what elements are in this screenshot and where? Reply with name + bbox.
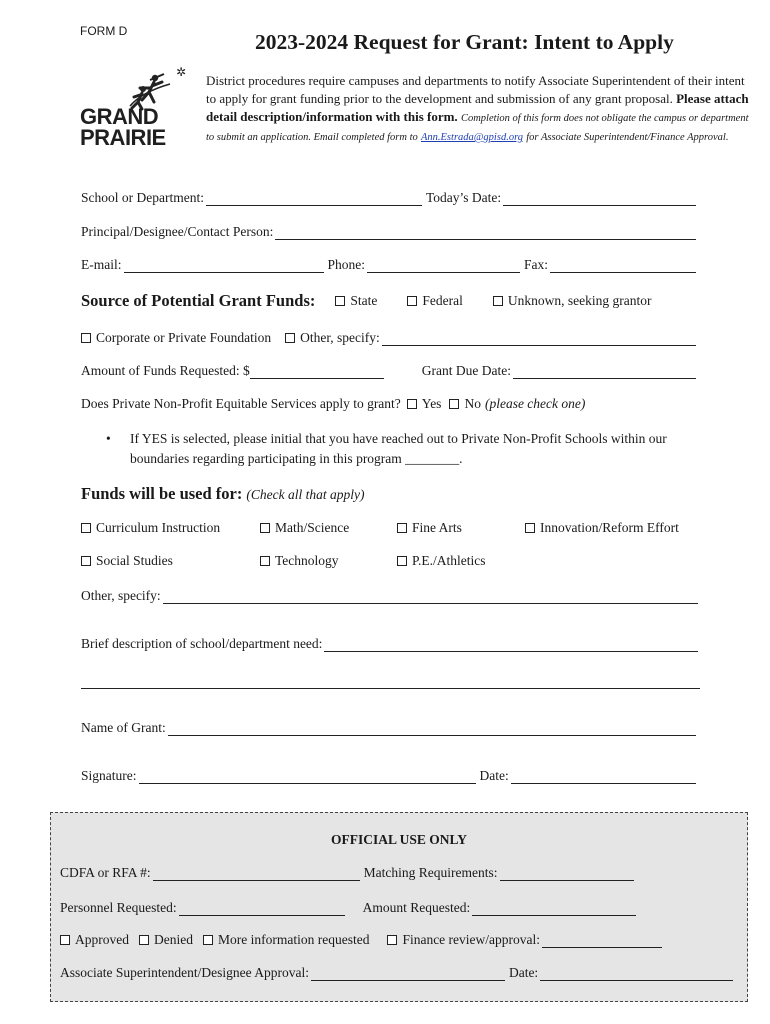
- cdfa-label: CDFA or RFA #:: [60, 865, 151, 880]
- intro-italic-note: Completion of this form does not obligate the campus or department to submit an application. Email completed form to: [206, 113, 749, 143]
- pnp-bullet-text: If YES is selected, please initial that you have reached out to Private Non-Profit Schools within our boundaries regarding participating in this program ________.: [130, 431, 667, 466]
- official-row-cdfa: [60, 865, 638, 881]
- use-technology-option[interactable]: [260, 553, 339, 569]
- pnp-question: Does Private Non-Profit Equitable Services apply to grant?: [81, 396, 401, 411]
- status-more-info-option[interactable]: [203, 932, 369, 948]
- amount-label: Amount of Funds Requested: $: [81, 363, 250, 378]
- cdfa-field[interactable]: [153, 866, 360, 881]
- checkbox[interactable]: [525, 523, 535, 533]
- use-math-science-option[interactable]: [260, 520, 349, 536]
- row-description: [81, 636, 702, 652]
- grant-due-field[interactable]: [513, 364, 696, 379]
- checkbox[interactable]: [407, 296, 417, 306]
- checkbox[interactable]: [260, 556, 270, 566]
- option-label: Finance review/approval:: [402, 932, 541, 947]
- checkbox[interactable]: [285, 333, 295, 343]
- approval-email-link[interactable]: Ann.Estrada@gpisd.org: [420, 132, 524, 143]
- option-label: Innovation/Reform Effort: [540, 520, 679, 535]
- approval-date-label: Date:: [508, 965, 539, 980]
- logo-text-prairie: PRAIRIE: [80, 125, 166, 150]
- use-curriculum-option[interactable]: [81, 520, 220, 536]
- option-label: More information requested: [217, 932, 370, 947]
- row-amount-due: [81, 363, 700, 379]
- official-row-approval: [60, 965, 737, 981]
- todays-date-field[interactable]: [503, 191, 696, 206]
- phone-label: Phone:: [327, 257, 366, 272]
- page-title: 2023-2024 Request for Grant: Intent to Apply: [255, 30, 674, 54]
- option-label: Curriculum Instruction: [96, 520, 221, 535]
- grant-due-label: Grant Due Date:: [421, 363, 511, 378]
- row-funds-other: [81, 588, 702, 604]
- funds-other-field[interactable]: [163, 589, 698, 604]
- fax-field[interactable]: [550, 258, 696, 273]
- form-id: FORM D: [80, 24, 128, 38]
- source-federal-option[interactable]: [407, 293, 462, 309]
- option-label: P.E./Athletics: [412, 553, 486, 568]
- official-use-box: [50, 812, 748, 1002]
- approval-date-field[interactable]: [540, 966, 733, 981]
- finance-review-field[interactable]: [542, 933, 662, 948]
- fax-label: Fax:: [524, 257, 549, 272]
- description-label: Brief description of school/department need:: [81, 636, 323, 651]
- pnp-bullet: [106, 429, 716, 469]
- status-finance-option[interactable]: [387, 932, 540, 948]
- funds-used-hint: (Check all that apply): [246, 487, 365, 502]
- source-corporate-option[interactable]: [81, 330, 271, 346]
- pnp-yes-option[interactable]: [407, 396, 442, 412]
- funds-other-label: Other, specify:: [81, 588, 161, 603]
- personnel-field[interactable]: [179, 901, 345, 916]
- approval-field[interactable]: [311, 966, 505, 981]
- checkbox[interactable]: [139, 935, 149, 945]
- checkbox[interactable]: [387, 935, 397, 945]
- checkbox[interactable]: [81, 523, 91, 533]
- option-label: Corporate or Private Foundation: [96, 330, 272, 345]
- checkbox[interactable]: [449, 399, 459, 409]
- description-field[interactable]: [324, 637, 698, 652]
- option-label: Yes: [421, 396, 442, 411]
- status-denied-option[interactable]: [139, 932, 193, 948]
- email-field[interactable]: [124, 258, 324, 273]
- option-label: State: [350, 293, 378, 308]
- source-state-option[interactable]: [335, 293, 377, 309]
- checkbox[interactable]: [397, 556, 407, 566]
- checkbox[interactable]: [81, 556, 91, 566]
- checkbox[interactable]: [81, 333, 91, 343]
- row-contact: [81, 224, 700, 240]
- row-signature: [81, 768, 700, 784]
- contact-label: Principal/Designee/Contact Person:: [81, 224, 274, 239]
- amount-field[interactable]: [250, 364, 384, 379]
- use-social-studies-option[interactable]: [81, 553, 173, 569]
- option-label: Denied: [154, 932, 193, 947]
- logo-text-grand: GRAND: [80, 104, 159, 129]
- option-label: Other, specify:: [300, 330, 380, 345]
- use-pe-athletics-option[interactable]: [397, 553, 486, 569]
- intro-bold-note: Please attach detail description/information with this form.: [206, 91, 749, 124]
- pnp-hint: (please check one): [484, 396, 586, 411]
- option-label: Approved: [75, 932, 129, 947]
- todays-date-label: Today’s Date:: [425, 190, 502, 205]
- source-other-field[interactable]: [382, 331, 696, 346]
- status-approved-option[interactable]: [60, 932, 129, 948]
- signature-date-label: Date:: [479, 768, 509, 783]
- checkbox[interactable]: [203, 935, 213, 945]
- amount-requested-field[interactable]: [472, 901, 636, 916]
- pnp-no-option[interactable]: [449, 396, 481, 412]
- source-unknown-option[interactable]: [493, 293, 652, 309]
- intro-text: District procedures require campuses and departments to notify Associate Superintendent of their intent to apply for grant funding prior to the development and submission of any grant proposal.: [206, 73, 745, 106]
- row-school-date: [81, 190, 700, 206]
- amount-requested-label: Amount Requested:: [362, 900, 471, 915]
- option-label: Social Studies: [96, 553, 173, 568]
- checkbox[interactable]: [335, 296, 345, 306]
- checkbox[interactable]: [407, 399, 417, 409]
- intro-paragraph: [206, 72, 749, 147]
- checkbox[interactable]: [60, 935, 70, 945]
- source-funds-title: Source of Potential Grant Funds:: [81, 291, 316, 310]
- use-fine-arts-option[interactable]: [397, 520, 462, 536]
- svg-text:✲: ✲: [176, 65, 187, 79]
- row-corporate-other: [81, 330, 700, 346]
- private-nonprofit-row: [81, 396, 585, 412]
- use-innovation-option[interactable]: [525, 520, 679, 536]
- school-dept-label: School or Department:: [81, 190, 204, 205]
- checkbox[interactable]: [260, 523, 270, 533]
- option-label: Fine Arts: [412, 520, 462, 535]
- email-label: E-mail:: [81, 257, 122, 272]
- approval-label: Associate Superintendent/Designee Approval:: [60, 965, 309, 980]
- official-row-status: [60, 932, 666, 948]
- signature-date-field[interactable]: [511, 769, 696, 784]
- grant-name-field[interactable]: [168, 721, 696, 736]
- option-label: Math/Science: [275, 520, 350, 535]
- description-field-line-2[interactable]: [81, 688, 700, 689]
- option-label: Federal: [422, 293, 463, 308]
- intro-italic-note-end: for Associate Superintendent/Finance Approval.: [526, 132, 729, 143]
- official-title: OFFICIAL USE ONLY: [330, 832, 468, 847]
- row-grant-name: [81, 720, 700, 736]
- source-other-option[interactable]: [285, 330, 380, 346]
- option-label: No: [464, 396, 481, 411]
- funds-used-heading: [81, 484, 364, 504]
- matching-field[interactable]: [500, 866, 634, 881]
- personnel-label: Personnel Requested:: [60, 900, 177, 915]
- row-email-phone-fax: [81, 257, 700, 273]
- official-row-personnel: [60, 900, 640, 916]
- contact-field[interactable]: [275, 225, 696, 240]
- checkbox[interactable]: [493, 296, 503, 306]
- source-funds-row: [81, 291, 706, 311]
- matching-label: Matching Requirements:: [363, 865, 498, 880]
- phone-field[interactable]: [367, 258, 520, 273]
- school-dept-field[interactable]: [206, 191, 422, 206]
- option-label: Unknown, seeking grantor: [507, 293, 652, 308]
- option-label: Technology: [275, 553, 339, 568]
- grand-prairie-logo: [80, 62, 198, 152]
- grant-name-label: Name of Grant:: [81, 720, 166, 735]
- checkbox[interactable]: [397, 523, 407, 533]
- funds-used-title: Funds will be used for:: [81, 484, 243, 503]
- bullet-icon: •: [106, 431, 111, 446]
- signature-field[interactable]: [139, 769, 476, 784]
- signature-label: Signature:: [81, 768, 137, 783]
